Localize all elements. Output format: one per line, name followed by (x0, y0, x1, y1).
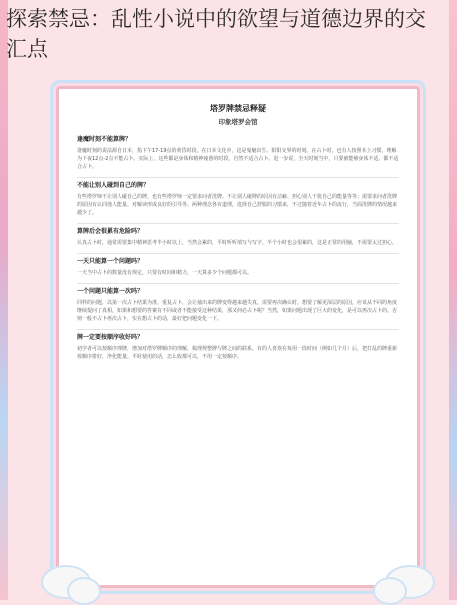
faq-answer: 认真占卜时，通常需要集中精神思考半小时以上，当然会累的，平时听听填写与写字，半个小时也会很累的，这是正常的用脑，不需要太过担心。 (77, 240, 398, 246)
faq-answer: 初学者可以按顺序理牌，增加对塔罗牌顺序的理解，梳理规整牌与牌之间的联系。有的人喜欢在每用一段时间（例如几个月）后，把打乱的牌重新按顺序排好，净化能量。平时使用的话，怎么收都可以，不用一定按顺序。 (77, 346, 398, 360)
faq-section (77, 334, 399, 361)
faq-section (77, 228, 399, 247)
faq-answer: 一天当中占卜的数量没有规定，只要有时间和精力，一天算多少个问题都可以。 (77, 270, 253, 276)
faq-question: 牌一定要按顺序收好吗？ (77, 334, 144, 341)
document-body (77, 103, 399, 367)
faq-section (77, 182, 399, 217)
faq-section (77, 136, 399, 171)
faq-answer: 同样的问题，以第一次占卜结果为准。重复占卜，会让抽出来的牌变得越来越失真，需要再次确认时，想要了解更深层的原因，应该从不同的角度继续提问了真相，如果和想要的答案有不同或者不能接受这种结果，那又何必占卜呢？当然，如果问题出现了巨大的变化，是可以再次占卜的。否则一般不占卜再次占卜，实在想占卜的话，最好把问题变化一下。 (77, 300, 398, 322)
page-title: 探索禁忌：乱性小说中的欲望与道德边界的交汇点 (6, 7, 426, 61)
faq-answer: 有些塔罗师不让别人碰自己的牌，也有些塔罗师一定要求问者洗牌。不让别人碰牌的原因有洁癖、担心别人干扰自己的能量等等；需要求问者洗牌的原因有认同他人能量、对解读形成良好的引导等。两种理念各有道理，选择自己舒服的习惯来，不过随着近年占卜的流行，当面洗牌的情况越来越少了。 (77, 194, 398, 216)
section-divider (77, 177, 399, 178)
section-divider (77, 329, 399, 330)
faq-answer: 逢魔时刻的说法源自日本，指下午17-19点的黄昏时段。在日本文化中，这是鬼魅出生、阳阳交界的时刻。在占卜时，也有人按照本土习惯，理解为下夜12点-2点不能占卜。实际上，这些都是身体和精神疲惫的时段，自然不适合占卜。进一步说，全天时刻当中，只要被能够身体不适，都不适合占卜。 (77, 148, 399, 170)
section-divider (77, 223, 399, 224)
section-divider (77, 253, 399, 254)
left-decorative-stripe (0, 0, 8, 600)
cloud-decoration-right-small (373, 577, 407, 605)
faq-question: 一天只能算一个问题吗？ (77, 258, 144, 265)
faq-question: 逢魔时刻不能算牌？ (77, 136, 132, 143)
faq-question: 不能让别人碰到自己的牌？ (77, 182, 150, 189)
right-decorative-stripe (449, 0, 457, 600)
document-subtitle: 印象塔罗会馆 (218, 118, 258, 126)
document-title: 塔罗牌禁忌释疑 (210, 104, 266, 113)
faq-question: 算牌后会很累有危险吗？ (77, 228, 144, 235)
section-divider (77, 283, 399, 284)
cloud-decoration-left-small (67, 577, 101, 605)
faq-section (77, 288, 399, 323)
faq-section (77, 258, 399, 277)
faq-question: 一个问题只能算一次吗？ (77, 288, 144, 295)
document-card (56, 86, 420, 588)
